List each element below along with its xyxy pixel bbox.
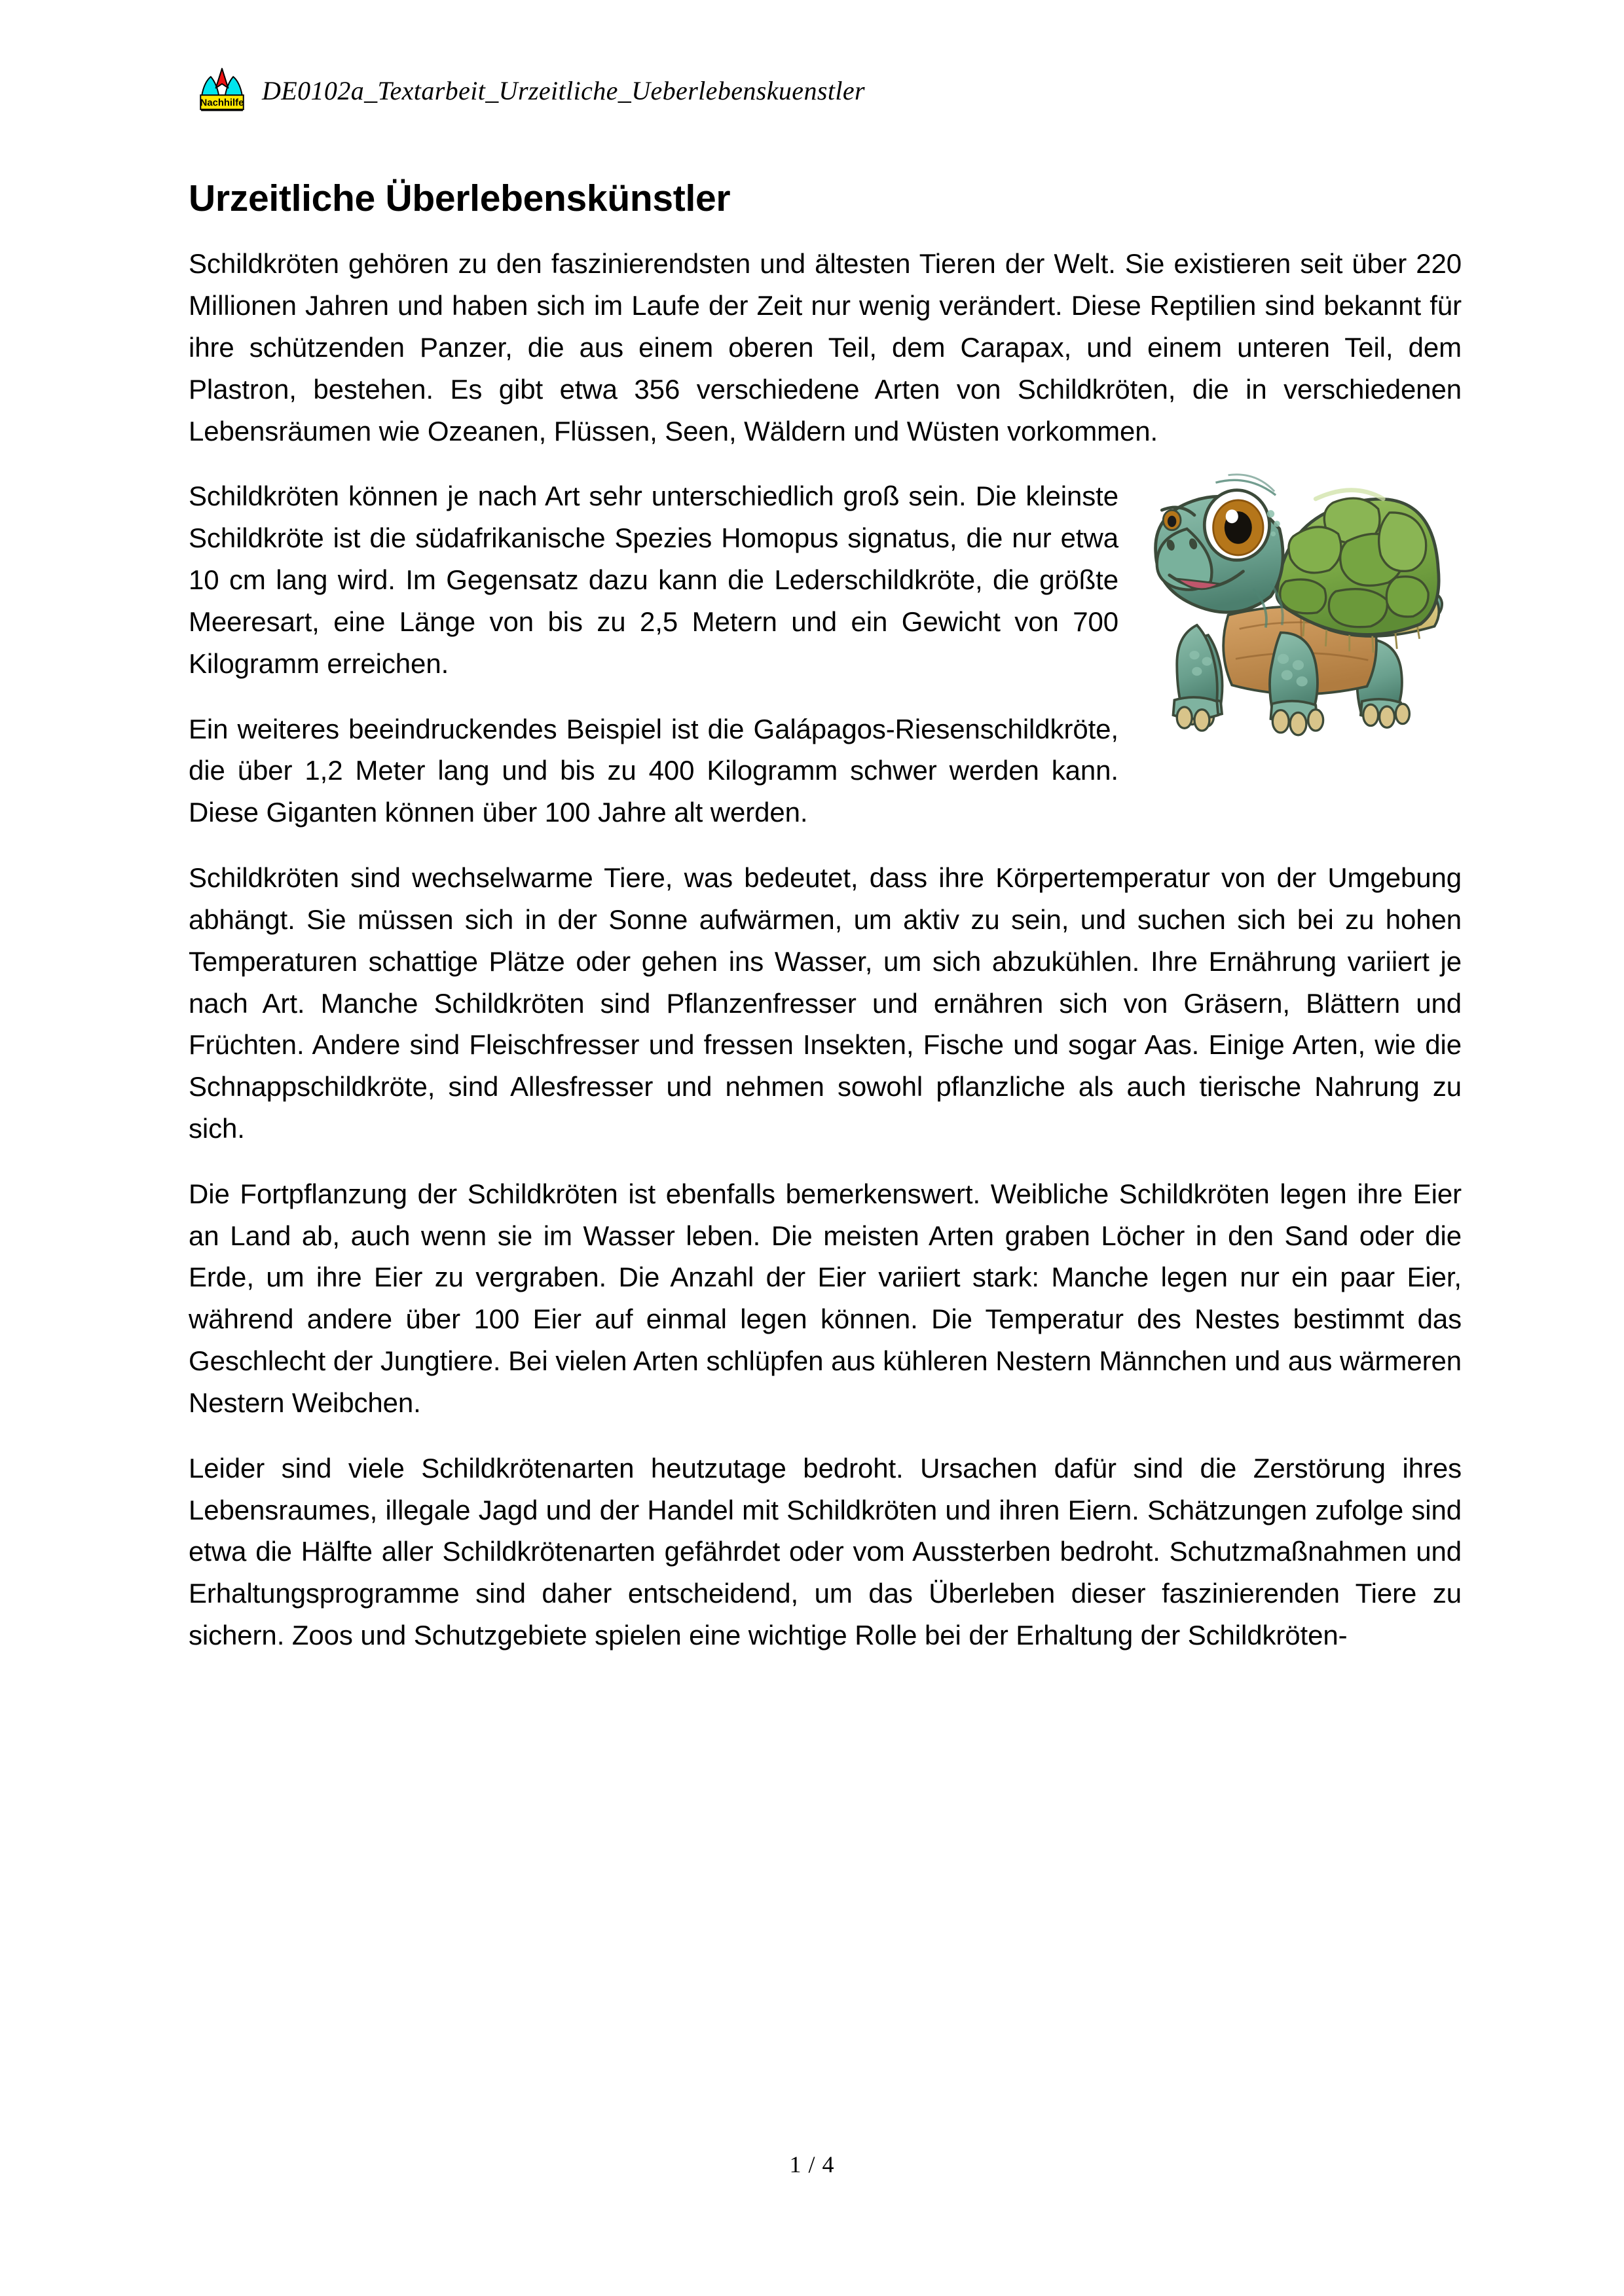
document-header	[196, 63, 865, 119]
paragraph-6: Leider sind viele Schildkrötenarten heutzutage bedroht. Ursachen dafür sind die Zerstörung ihres Lebensraumes, illegale Jagd und der Handel mit Schildkröten und ihren Eiern. Schätzungen zufolge sind etwa die Hälfte aller Schildkrötenarten gefährdet oder vom Aussterben bedroht. Schutzmaßnahmen und Erhaltungsprogramme sind daher entscheidend, um das Überleben dieser faszinierenden Tiere zu sichern. Zoos und Schutzgebiete spielen eine wichtige Rolle bei der Erhaltung der Schildkröten-	[189, 1452, 1462, 1651]
paragraph-2-container	[189, 475, 1462, 684]
document-body	[189, 177, 1462, 1656]
paragraph-1: Schildkröten gehören zu den faszinierendsten und ältesten Tieren der Welt. Sie existieren seit über 220 Millionen Jahren und haben sich im Laufe der Zeit nur wenig verändert. Diese Reptilien sind bekannt für ihre schützenden Panzer, die aus einem oberen Teil, dem Carapax, und einem unteren Teil, dem Plastron, bestehen. Es gibt etwa 356 verschiedene Arten von Schildkröten, die in verschiedenen Lebensräumen wie Ozeanen, Flüssen, Seen, Wäldern und Wüsten vorkommen.	[189, 248, 1462, 446]
paragraph-3: Ein weiteres beeindruckendes Beispiel ist die Galápagos-Riesenschildkröte, die über 1,2 Meter lang und bis zu 400 Kilogramm schwer werden kann. Diese Giganten können über 100 Jahre alt werden.	[189, 713, 1118, 828]
paragraph-2-text: Schildkröten können je nach Art sehr unterschiedlich groß sein. Die kleinste Schildkröte ist die südafrikanische Spezies Homopus signatus, die nur etwa 10 cm lang wird. Im Gegensatz dazu kann die Lederschildkröte, die größte Meeresart, eine Länge von bis zu 2,5 Metern und ein Gewicht von 700 Kilogramm erreichen.	[189, 481, 1118, 679]
svg-text:Nachhilfe: Nachhilfe	[200, 98, 244, 109]
header-filename: DE0102a_Textarbeit_Urzeitliche_Ueberlebenskuenstler	[262, 76, 865, 105]
turtle-illustration	[1147, 471, 1462, 746]
paragraph-5: Die Fortpflanzung der Schildkröten ist ebenfalls bemerkenswert. Weibliche Schildkröten legen ihre Eier an Land ab, auch wenn sie im Wasser leben. Die meisten Arten graben Löcher in den Sand oder die Erde, um ihre Eier zu vergraben. Die Anzahl der Eier variiert stark: Manche legen nur ein paar Eier, während andere über 100 Eier auf einmal legen können. Die Temperatur des Nestes bestimmt das Geschlecht der Jungtiere. Bei vielen Arten schlüpfen aus kühleren Nestern Männchen und aus wärmeren Nestern Weibchen.	[189, 1178, 1462, 1418]
page-title: Urzeitliche Überlebenskünstler	[189, 177, 731, 219]
nachhilfe-logo-icon	[196, 65, 248, 117]
page-number-footer: 1 / 4	[789, 2151, 835, 2178]
paragraph-4: Schildkröten sind wechselwarme Tiere, was bedeutet, dass ihre Körpertemperatur von der Umgebung abhängt. Sie müssen sich in der Sonne aufwärmen, um aktiv zu sein, und suchen sich bei zu hohen Temperaturen schattige Plätze oder gehen ins Wasser, um sich abzukühlen. Ihre Ernährung variiert je nach Art. Manche Schildkröten sind Pflanzenfresser und ernähren sich von Gräsern, Blättern und Früchten. Andere sind Fleischfresser und fressen Insekten, Fische und sogar Aas. Einige Arten, wie die Schnappschildkröte, sind Allesfresser und nehmen sowohl pflanzliche als auch tierische Nahrung zu sich.	[189, 862, 1462, 1144]
